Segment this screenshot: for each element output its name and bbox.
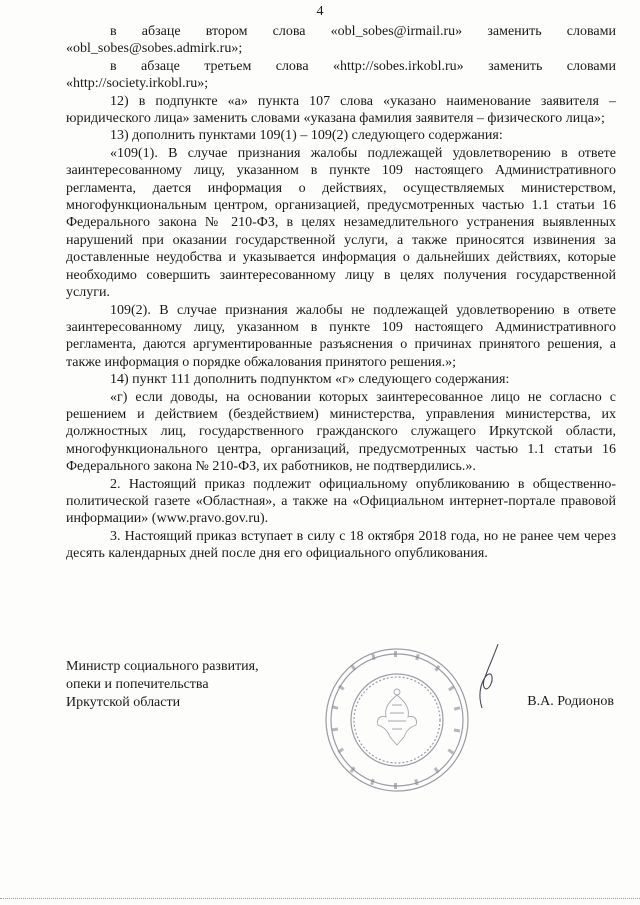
official-seal-stamp [322,645,472,795]
document-body [66,23,616,563]
footer-divider [0,898,640,900]
paragraph-publication: 2. Настоящий приказ подлежит официальному опубликованию в общественно-политической газете «Областная», а также на «Официальном интернет-портале правовой информации» (www.pravo.gov.ru). [66,476,616,527]
signatory-position-line: Министр социального развития, [66,659,259,674]
handwritten-signature [468,642,508,712]
signatory-position [66,658,259,712]
paragraph-item-12: 12) в подпункте «а» пункта 107 слова «указано наименование заявителя – юридического лица» заменить словами «указана фамилия заявителя – физического лица»; [66,93,616,127]
paragraph-109-1: «109(1). В случае признания жалобы подлежащей удовлетворению в ответе заинтересованному лицу, указанном в пункте 109 настоящего Административного регламента, дается информация о действиях, осуществляемых министерством, многофункциональным центром, организацией, предусмотренных частью 1.1 статьи 16 Федерального закона № 210-ФЗ, в целях незамедлительного устранения выявленных нарушений при оказании государственной услуги, а также приносятся извинения за доставленные неудобства и указывается информация о дальнейших действиях, которые необходимо совершить заинтересованному лицу в целях получения государственной услуги. [66,145,616,301]
signatory-name: В.А. Родионов [527,694,614,709]
paragraph-109-2: 109(2). В случае признания жалобы не подлежащей удовлетворению в ответе заинтересованному лицу, указанном в пункте 109 настоящего Административного регламента, даются аргументированные разъяснения о причинах принятого решения, а также информация о порядке обжалования принятого решения.»; [66,302,616,370]
paragraph-item-14: 14) пункт 111 дополнить подпунктом «г» следующего содержания: [110,372,510,388]
paragraph-amend-email: в абзаце втором слова «obl_sobes@irmail.ru» заменить словами «obl_sobes@sobes.admirk.ru»; [66,24,616,57]
paragraph-subitem-g: «г) если доводы, на основании которых заинтересованное лицо не согласно с решением и действием (бездействием) министерства, управления министерства, их должностных лиц, государственного гражданского служащего Иркутской области, многофункционального центра, организаций, предусмотренных частью 1.1 статьи 16 Федерального закона № 210-ФЗ, их работников, не подтвердились.». [66,389,616,475]
paragraph-item-13: 13) дополнить пунктами 109(1) – 109(2) следующего содержания: [110,128,503,144]
signatory-position-line: Иркутской области [66,695,181,710]
paragraph-effective-date: 3. Настоящий приказ вступает в силу с 18 октября 2018 года, но не ранее чем через десять календарных дней после дня его официального опубликования. [66,528,616,562]
paragraph-amend-website: в абзаце третьем слова «http://sobes.irkobl.ru» заменить словами «http://society.irkobl.ru»; [66,58,616,92]
page-number: 4 [316,4,324,19]
signatory-position-line: опеки и попечительства [66,677,209,692]
